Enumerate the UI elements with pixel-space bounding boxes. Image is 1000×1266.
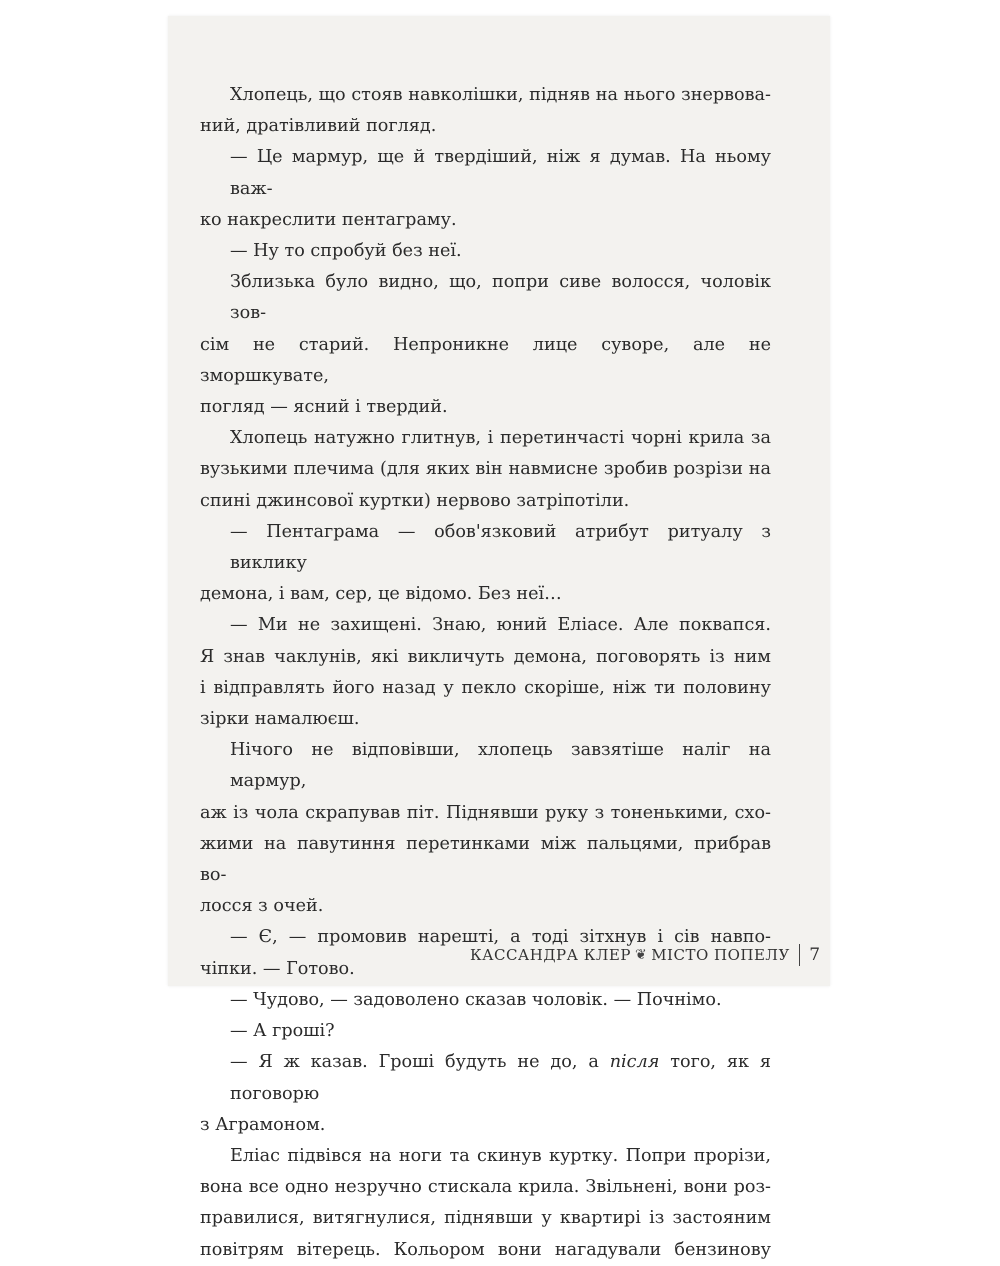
text-line: з Аграмоном. bbox=[200, 1114, 326, 1135]
text-line: Хлопець натужно глитнув, і перетинчасті чорні крила за bbox=[230, 428, 771, 449]
text-line: повітрям вітерець. Кольором вони нагадували бензинову bbox=[200, 1239, 771, 1260]
text-line: Зблизька було видно, що, попри сиве волосся, чоловік зов- bbox=[230, 272, 771, 324]
text-line: ко накреслити пентаграму. bbox=[200, 209, 457, 230]
text-line: Еліас підвівся на ноги та скинув куртку. Попри прорізи, bbox=[230, 1145, 771, 1166]
text-line: Я знав чаклунів, які викличуть демона, поговорять із ним bbox=[200, 646, 771, 667]
text-line: — Це мармур, ще й твердіший, ніж я думав. На ньому важ- bbox=[230, 147, 771, 199]
text-line: аж із чола скрапував піт. Піднявши руку з тоненькими, схо- bbox=[200, 802, 771, 823]
text-line: вона все одно незручно стискала крила. Звільнені, вони роз- bbox=[200, 1177, 771, 1198]
text-line: жими на павутиння перетинками між пальцями, прибрав во- bbox=[200, 833, 771, 886]
text-line: зірки намалюєш. bbox=[200, 709, 360, 730]
footer-divider bbox=[799, 944, 801, 966]
footer-title: МІСТО ПОПЕЛУ bbox=[651, 946, 790, 964]
emphasis: після bbox=[609, 1052, 660, 1073]
text-line: вузькими плечима (для яких він навмисне зробив розрізи на bbox=[200, 459, 771, 480]
text-line: спині джинсової куртки) нервово затріпотіли. bbox=[200, 490, 630, 511]
text-line: — Чудово, — задоволено сказав чоловік. — Почнімо. bbox=[230, 989, 722, 1010]
text-line: ний, дратівливий погляд. bbox=[200, 116, 437, 137]
text-line: погляд — ясний і твердий. bbox=[200, 397, 448, 418]
text-line: чіпки. — Готово. bbox=[200, 958, 355, 979]
footer-author: КАССАНДРА КЛЕР bbox=[470, 946, 631, 964]
text-line: і відправлять його назад у пекло скоріше, ніж ти половину bbox=[200, 677, 771, 698]
text-line: Хлопець, що стояв навколішки, підняв на нього знервова- bbox=[230, 85, 771, 105]
text-line: лосся з очей. bbox=[200, 896, 324, 917]
text-line: правилися, витягнулися, піднявши у квартирі із застояним bbox=[200, 1208, 771, 1229]
text-line: — Я ж казав. Гроші будуть не до, а після того, як я поговорю bbox=[230, 1052, 772, 1104]
text-line: — А гроші? bbox=[230, 1021, 335, 1042]
running-footer bbox=[470, 944, 821, 966]
page-number: 7 bbox=[809, 945, 821, 965]
text-line: — Є, — промовив нарешті, а тоді зітхнув і сів навпо- bbox=[230, 927, 771, 948]
ornament-icon: ❦ bbox=[634, 947, 648, 963]
text-line: сім не старий. Непроникне лице суворе, але не зморшкувате, bbox=[200, 334, 771, 386]
text-line: Нічого не відповівши, хлопець завзятіше наліг на мармур, bbox=[230, 740, 771, 792]
page-text bbox=[200, 80, 771, 1266]
text-line: — Ну то спробуй без неї. bbox=[230, 241, 462, 262]
text-line: — Пентаграма — обов'язковий атрибут ритуалу з виклику bbox=[230, 521, 771, 574]
text-line: — Ми не захищені. Знаю, юний Еліасе. Але поквапся. bbox=[230, 615, 771, 636]
text-line: демона, і вам, сер, це відомо. Без неї… bbox=[200, 584, 562, 605]
